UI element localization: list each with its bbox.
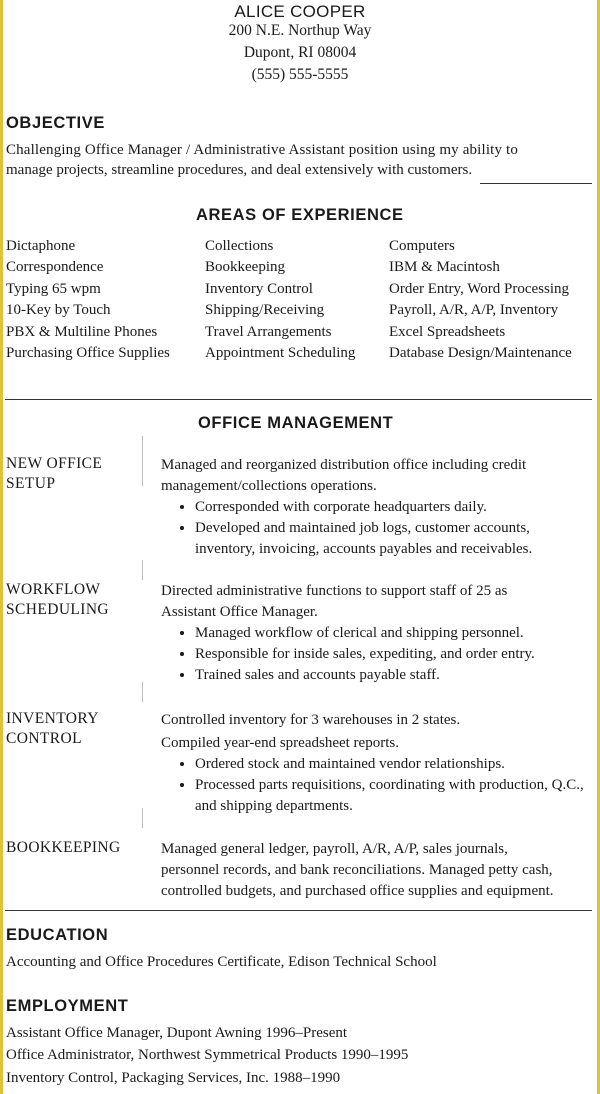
margin-guide [142,436,143,486]
entry-intro-line: Compiled year-end spreadsheet reports. [161,735,399,751]
entry-line: personnel records, and bank reconciliations. Managed petty cash, [161,862,553,878]
area-item: IBM & Macintosh [389,259,500,276]
entry-body-inventory-control [161,710,591,817]
areas-rule [5,399,592,400]
entry-line: Managed general ledger, payroll, A/R, A/P, sales journals, [161,841,508,857]
areas-column-3 [389,236,572,364]
entry-label-bookkeeping: BOOKKEEPING [6,839,121,856]
phone-number: (555) 555-5555 [251,66,349,83]
area-item: Payroll, A/R, A/P, Inventory [389,302,559,319]
entry-intro-line: Controlled inventory for 3 warehouses in 2 states. [161,712,461,728]
bullet-list [161,754,591,817]
area-item: Travel Arrangements [205,323,332,340]
bullet-item: • Trained sales and accounts payable staff. [195,665,591,686]
education-line: Accounting and Office Procedures Certificate, Edison Technical School [6,954,437,970]
entry-label-new-office-setup: NEW OFFICE SETUP [6,455,103,492]
area-item: Computers [389,238,455,254]
bullet-item: • Responsible for inside sales, expediting, and order entry. [195,644,591,665]
entry-label-inventory-control: INVENTORY CONTROL [6,710,99,747]
area-item: Purchasing Office Supplies [6,345,170,362]
employment-job: Office Administrator, Northwest Symmetrical Products 1990–1995 [6,1047,409,1063]
area-item: Appointment Scheduling [205,345,356,362]
bullet-item: • Corresponded with corporate headquarters daily. [195,497,591,518]
employment-job: Assistant Office Manager, Dupont Awning 1996–Present [6,1025,348,1041]
area-item: Inventory Control [205,280,313,297]
area-item: Database Design/Maintenance [389,345,572,362]
area-item: Correspondence [6,259,104,276]
objective-line-2: manage projects, streamline procedures, and deal extensively with customers. [6,162,473,178]
bullet-list [161,497,591,560]
entry-body-new-office-setup [161,455,591,560]
employment-job: Inventory Control, Packaging Services, Inc. 1988–1990 [6,1070,341,1086]
bullet-item: • Managed workflow of clerical and shipping personnel. [195,623,591,644]
entry-body-workflow-scheduling [161,581,591,686]
areas-column-2 [205,236,355,364]
area-item: Typing 65 wpm [6,280,101,297]
bullet-item: • Developed and maintained job logs, customer accounts, inventory, invoicing, accounts payables and receivables. [195,518,591,560]
bullet-item: • Processed parts requisitions, coordinating with production, Q.C., and shipping departments. [195,775,591,817]
areas-column-1 [6,236,170,364]
entry-intro-line: Directed administrative functions to support staff of 25 as [161,583,508,599]
area-item: Collections [205,238,274,254]
entry-label-workflow-scheduling: WORKFLOW SCHEDULING [6,581,110,618]
office-management-rule [5,910,592,911]
entry-line: controlled budgets, and purchased office supplies and equipment. [161,883,554,899]
employment-heading: EMPLOYMENT [6,997,129,1015]
area-item: Order Entry, Word Processing [389,280,570,297]
area-item: Dictaphone [6,238,76,254]
area-item: 10-Key by Touch [6,302,111,319]
candidate-name: ALICE COOPER [234,2,366,21]
margin-guide [142,682,143,702]
objective-heading: OBJECTIVE [6,114,105,132]
area-item: PBX & Multiline Phones [6,323,158,340]
margin-guide [142,560,143,580]
area-item: Excel Spreadsheets [389,323,506,340]
area-item: Shipping/Receiving [205,302,325,319]
office-management-heading: OFFICE MANAGEMENT [198,414,394,432]
entry-intro-line: Assistant Office Manager. [161,604,318,620]
city-state-zip: Dupont, RI 08004 [243,44,357,61]
bullet-list [161,623,591,686]
entry-body-bookkeeping [161,839,591,902]
margin-guide [142,808,143,828]
bullet-item: • Ordered stock and maintained vendor relationships. [195,754,591,775]
objective-rule [480,183,592,184]
entry-intro-line: management/collections operations. [161,478,377,494]
entry-intro-line: Managed and reorganized distribution office including credit [161,457,527,473]
objective-line-1: Challenging Office Manager / Administrative Assistant position using my ability to [6,142,518,158]
areas-of-experience-heading: AREAS OF EXPERIENCE [196,206,404,224]
education-heading: EDUCATION [6,926,109,944]
area-item: Bookkeeping [205,259,285,276]
street-address: 200 N.E. Northup Way [228,22,372,39]
